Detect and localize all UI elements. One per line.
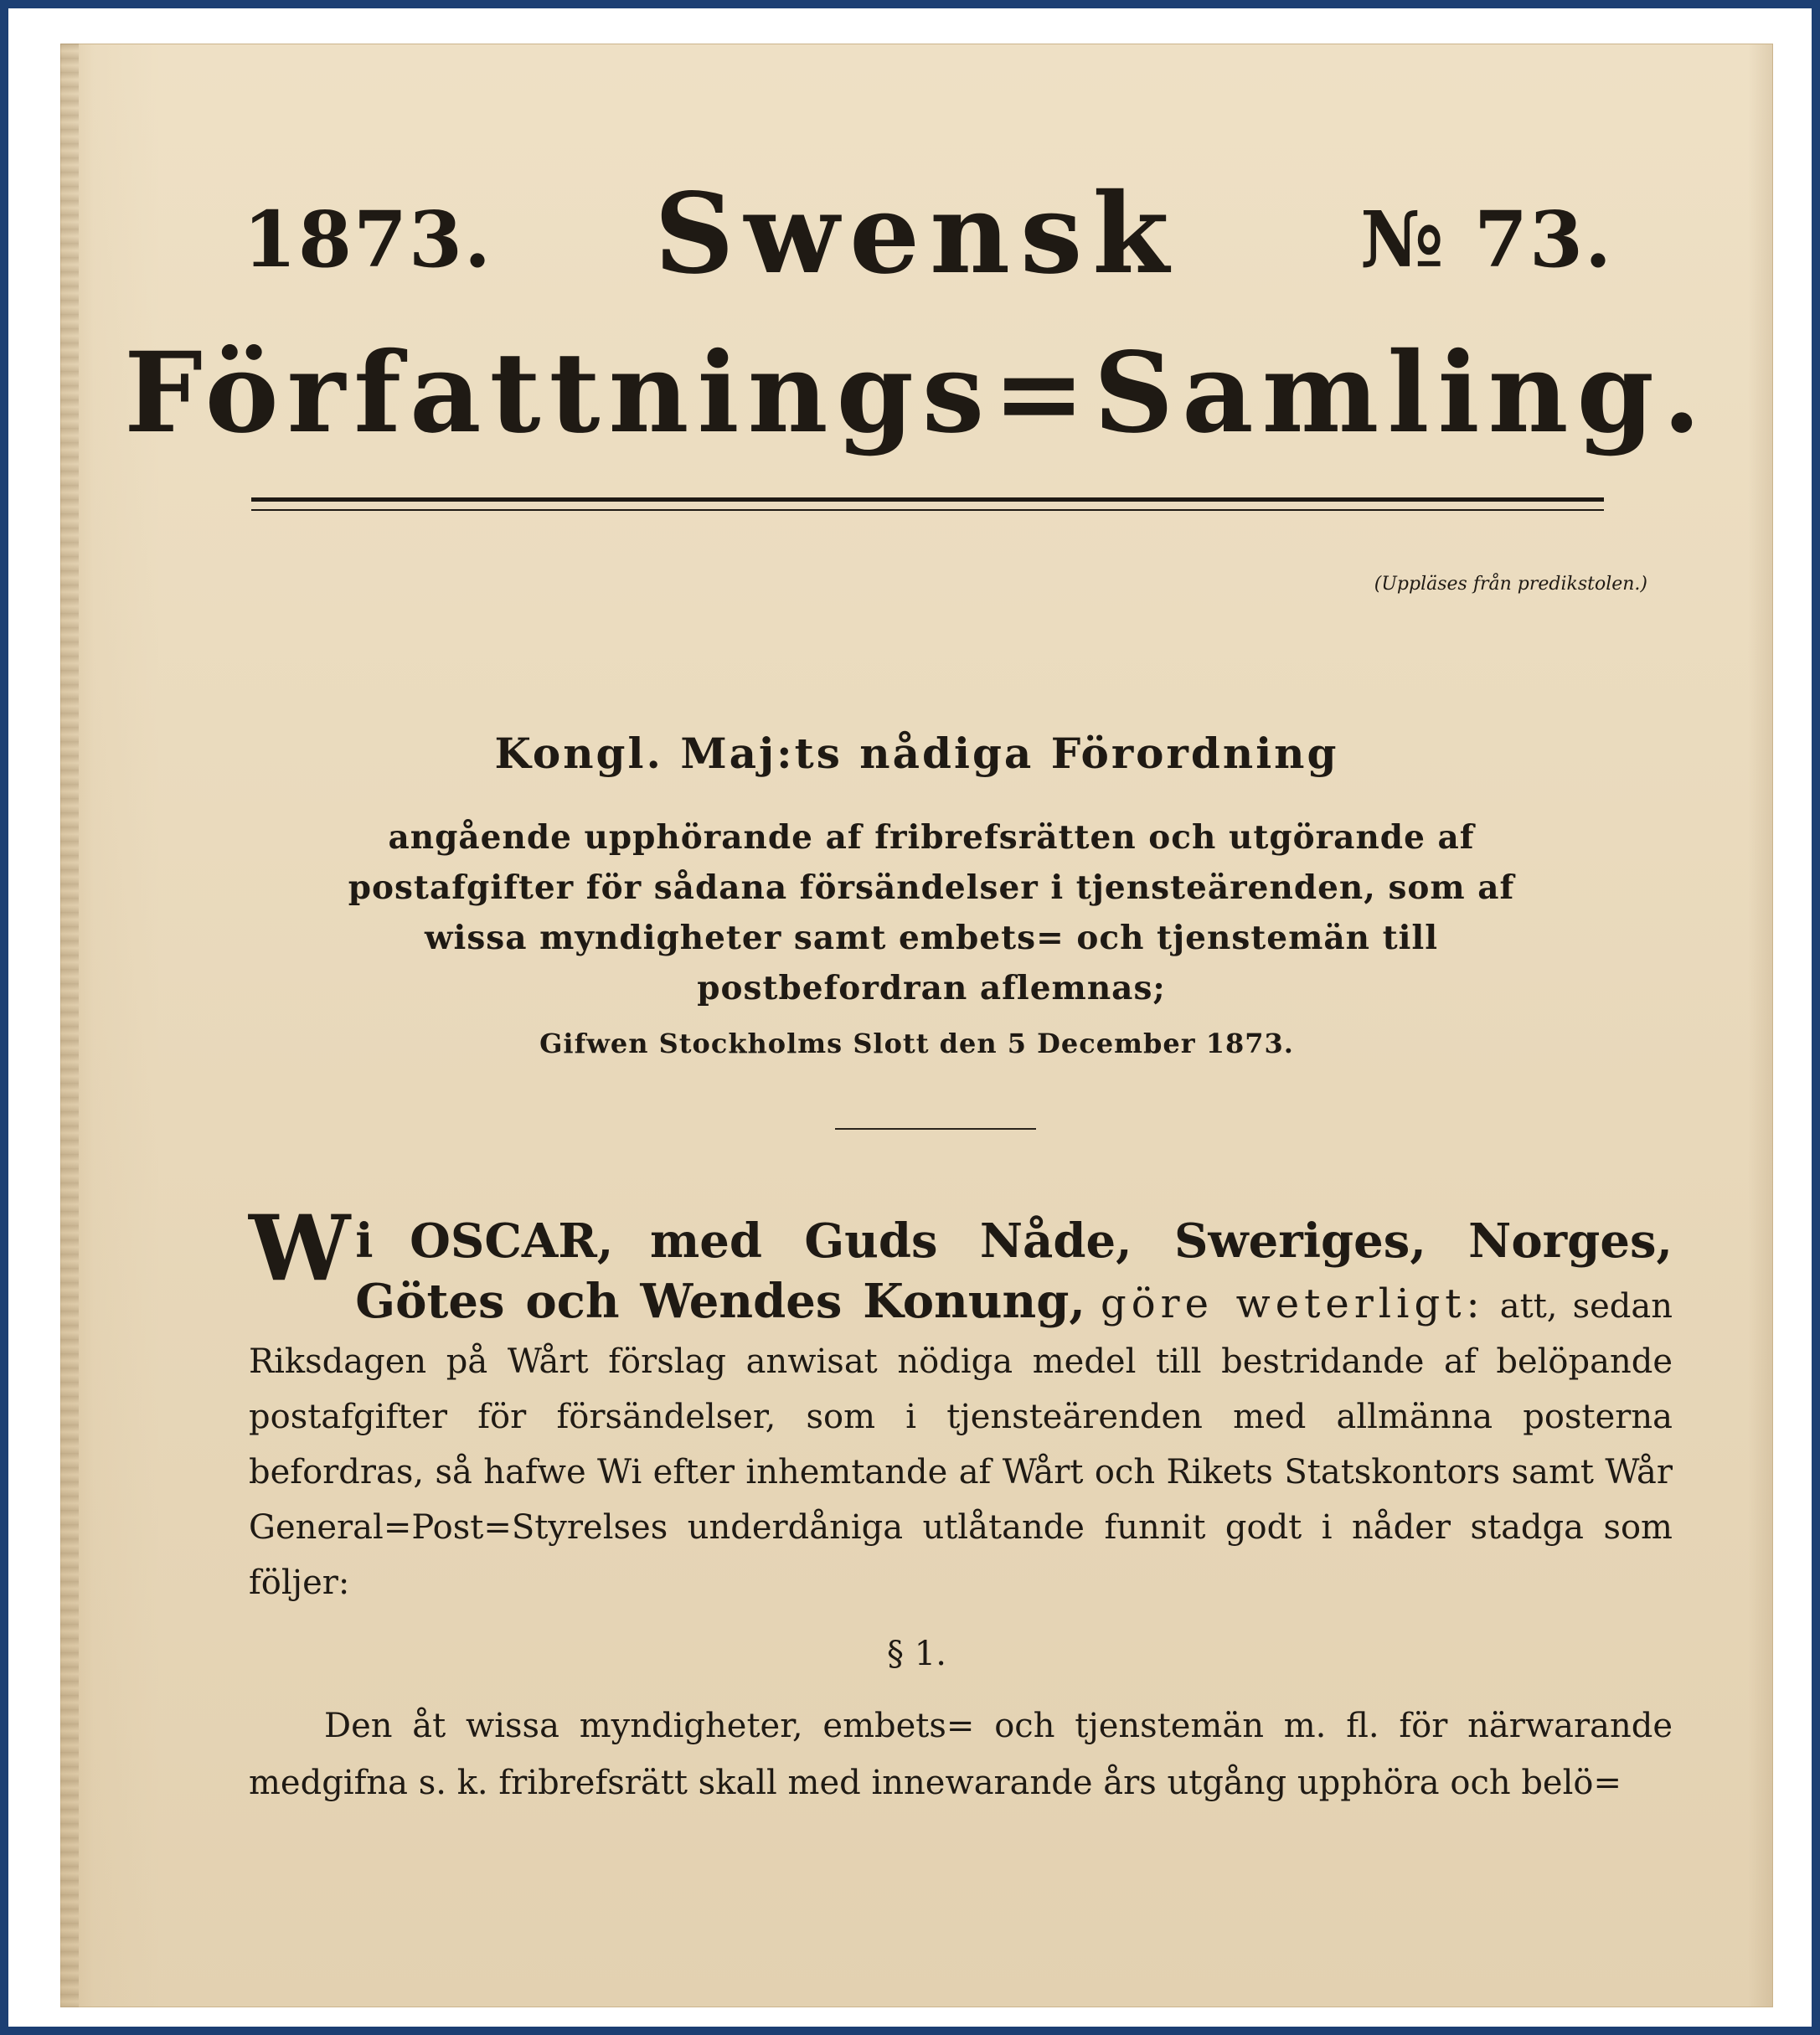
body-opening-paragraph (249, 1196, 1673, 1610)
image-frame (8, 8, 1812, 2027)
section-divider (835, 1128, 1036, 1130)
king-name: OSCAR, (410, 1213, 614, 1269)
masthead-double-rule (251, 497, 1604, 511)
masthead-number: № 73. (1360, 194, 1614, 285)
body-text: att, sedan Riksdagen på Wårt förslag anwisat nödiga medel till bestridande af belöpande postafgifter för försändelser, som i tjensteärenden med allmänna posterna befordras, så hafwe Wi efter inhemtande af Wårt och Rikets Statskontors samt Wår General=Post=Styrelses underdåniga utlåtande funnit godt i nåder stadga som följer: (249, 1287, 1673, 1602)
opening-first: i (355, 1213, 374, 1269)
masthead-year: 1873. (243, 194, 493, 285)
proclamation-phrase: göre weterligt: (1101, 1280, 1485, 1327)
document-page (60, 44, 1773, 2007)
reading-note: (Uppläses från predikstolen.) (1374, 574, 1647, 595)
section-1-text: Den åt wissa myndigheter, embets= och tjenstemän m. fl. för närwarande medgifna s. k. fribrefsrätt skall med innewarande års utgång upphöra och belö= (249, 1707, 1673, 1802)
drop-cap: W (249, 1196, 351, 1301)
decree-title: Kongl. Maj:ts nådiga Förordning (494, 729, 1339, 778)
masthead-title-line2: Författnings=Samling. (124, 328, 1709, 458)
masthead-title-line1: Swensk (654, 169, 1179, 299)
decree-subject: angående upphörande af fribrefsrätten och utgörande af postafgifter för sådana försändelser i tjensteärenden, som af wissa myndigheter samt embets= och tjenstemän till postbefordran aflemnas; (348, 818, 1515, 1007)
royal-titles: med Guds Nåde, Sweriges, Norges, Götes och Wendes Konung, (355, 1213, 1673, 1329)
section-mark: § 1. (887, 1635, 946, 1673)
decree-given-line: Gifwen Stockholms Slott den 5 December 1873. (539, 1028, 1294, 1059)
